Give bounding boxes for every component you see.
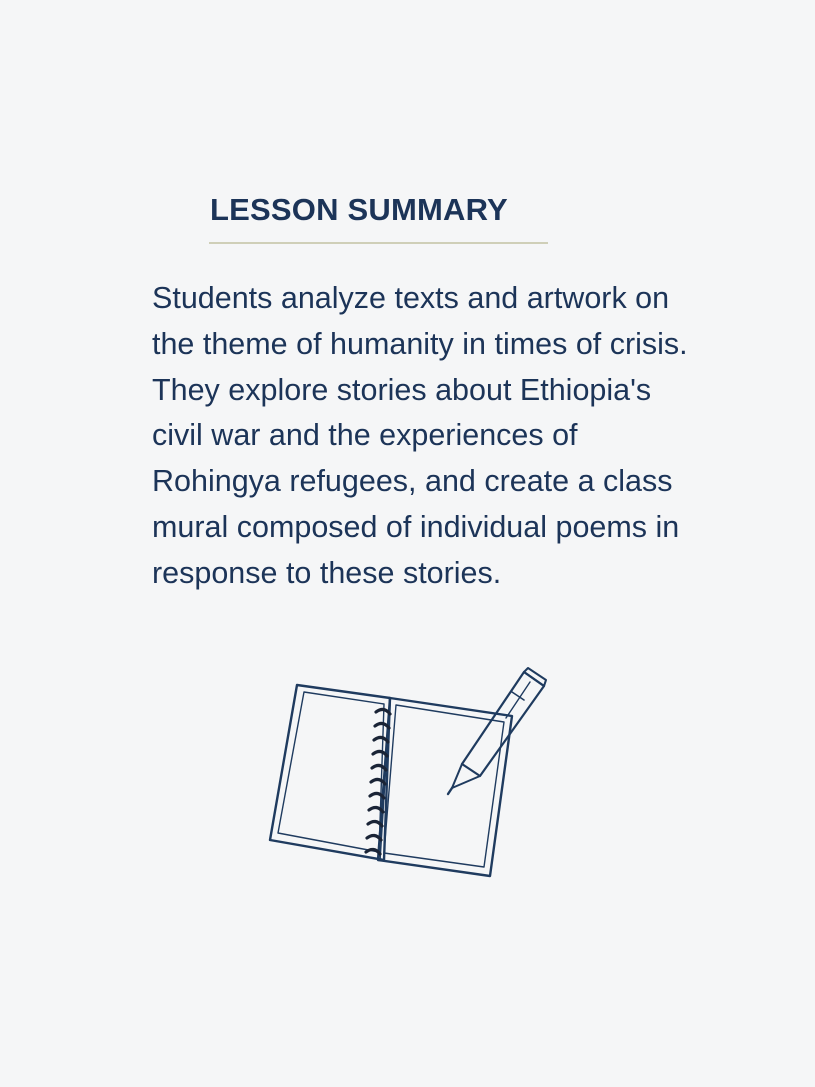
heading-divider [209,242,548,244]
lesson-summary-heading: LESSON SUMMARY [210,192,508,227]
notebook-and-pen-icon [262,660,552,890]
lesson-summary-text: Students analyze texts and artwork on the theme of humanity in times of crisis. They explore stories about Ethiopia's civil war and the experiences of Rohingya refugees, and create a class mural composed of individual poems in response to these stories. [152,281,688,590]
